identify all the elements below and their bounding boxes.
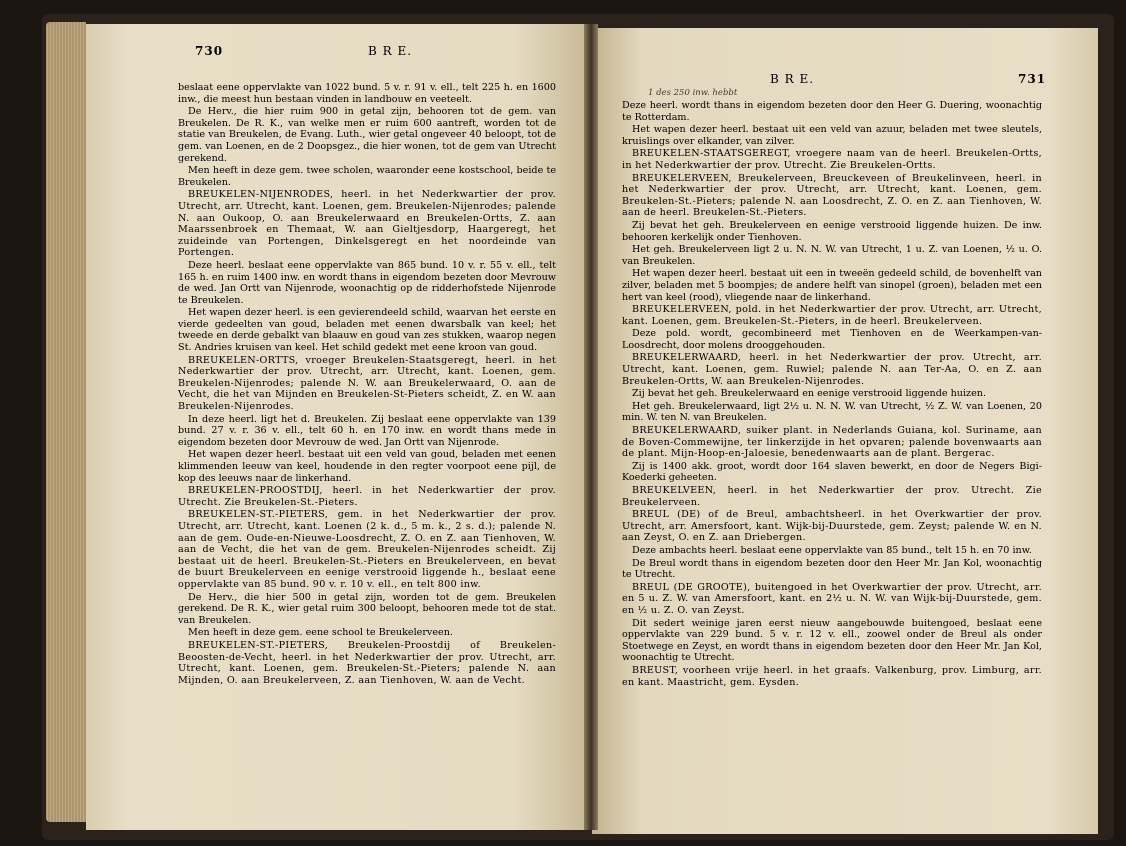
right-entry-breukelerveen: BREUKELERVEEN, Breukelerveen, Breuckeveen of Breukelinveen, heerl. in het Nederkwartier der prov. Utrecht, arr. Utrecht, kant. Loenen, gem. Breukelen-St.-Pieters; palende N. aan Loosdrecht, Z. O. en Z. aan Tienhoven, W. aan de heerl. Breukelen-St.-Pieters. [622,172,1042,219]
right-entry-breul-groote: BREUL (DE GROOTE), buitengoed in het Overkwartier der prov. Utrecht, arr. en 5 u. Z. W. van Amersfoort, kant. en 2½ u. N. W. van Wijk-bij-Duurstede, gem. en ½ u. Z. O. van Zeyst. [622,581,1042,616]
right-page-number: 731 [1018,72,1047,86]
right-paragraph: Het geh. Breukelerveen ligt 2 u. N. N. W. van Utrecht, 1 u. Z. van Loenen, ½ u. O. van Breukelen. [622,244,1042,267]
left-paragraph: De Herv., die hier ruim 900 in getal zijn, behooren tot de gem. van Breukelen. De R. K., van welke men er ruim 600 aantreft, worden tot de statie van Breukelen, de Evang. Luth., wier getal ongeveer 40 beloopt, tot de gem. van Loenen, en de 2 Doopsgez., die hier wonen, tot de gem van Utrecht gerekend. [178,106,556,164]
book-gutter [584,24,598,830]
right-entry-breukelerwaard-plant: BREUKELERWAARD, suiker plant. in Nederlands Guiana, kol. Suriname, aan de Boven-Commewijne, ter linkerzijde in het opvaren; palende bovenwaarts aan de plant. Mijn-Hoop-en-Jaloesie, benedenwaarts aan de plant. Bergerac. [622,425,1042,460]
left-entry-breukelen-st-pieters: BREUKELEN-ST.-PIETERS, gem. in het Nederkwartier der prov. Utrecht, arr. Utrecht, kant. Loenen (2 k. d., 5 m. k., 2 s. d.); palende N. aan de gem. Oude-en-Nieuwe-Loosdrecht, Z. O. en Z. aan Tienhoven, W. aan de Vecht, die het van de gem. Breukelen-Nijenrodes scheidt. Zij bestaat uit de heerl. Breukelen-St.-Pieters en Breukelerveen, en bevat de buurt Breukelerveen en eenige verstrooid liggende h., beslaat eene oppervlakte van 85 bund. 90 v. r. 10 v. ell., en telt 800 inw. [178,509,556,590]
right-entry-breukelen-staatsgeregt: BREUKELEN-STAATSGEREGT, vroegere naam van de heerl. Breukelen-Ortts, in het Nederkwartier der prov. Utrecht. Zie Breukelen-Ortts. [622,148,1042,171]
left-paragraph: Men heeft in deze gem. eene school te Breukelerveen. [188,627,453,639]
right-paragraph: Dit sedert weinige jaren eerst nieuw aangebouwde buitengoed, beslaat eene oppervlakte van 229 bund. 5 v. r. 12 v. ell., zoowel onder de Breul als onder Stoetwege en Zeyst, en wordt thans in eigendom bezeten door den Heer Mr. Jan Kol, woonachtig te Utrecht. [622,617,1042,664]
left-entry-breukelen-ortts: BREUKELEN-ORTTS, vroeger Breukelen-Staatsgeregt, heerl. in het Nederkwartier der prov. Utrecht, arr. Utrecht, kant. Loenen, gem. Breukelen-Nijenrodes; palende N. W. aan Breukelerwaard, O. aan de Vecht, die het van Mijnden en Breukelen-St-Pieters scheidt, Z. en W. aan Breukelen-Nijenrodes. [178,354,556,413]
right-paragraph: Deze heerl. wordt thans in eigendom bezeten door den Heer G. Duering, woonachtig te Rotterdam. [622,100,1042,123]
left-paragraph: De Herv., die hier 500 in getal zijn, worden tot de gem. Breukelen gerekend. De R. K., wier getal ruim 300 beloopt, behooren mede tot de stat. van Breukelen. [178,591,556,626]
right-entry-breust: BREUST, voorheen vrije heerl. in het graafs. Valkenburg, prov. Limburg, arr. en kant. Maastricht, gem. Eysden. [622,664,1042,688]
right-paragraph: Het geh. Breukelerwaard, ligt 2½ u. N. N. W. van Utrecht, ½ Z. W. van Loenen, 20 min. W. ten N. van Breukelen. [622,400,1042,424]
handwritten-annotation: 1 des 250 inw. hebbt [648,88,738,98]
right-paragraph: Zij bevat het geh. Breukelerveen en eenige verstrooid liggende huizen. De inw. behooren kerkelijk onder Tienhoven. [622,219,1042,243]
left-page-number: 730 [195,44,224,58]
left-paragraph: Het wapen dezer heerl. is een gevierendeeld schild, waarvan het eerste en vierde gedeelten van goud, beladen met eenen dwarsbalk van keel; het tweede en derde gebalkt van blaauw en goud van zes stukken, waarop negen St. Andries kruisen van keel. Het schild gedekt met eene kroon van goud. [178,307,556,354]
right-paragraph: Zij bevat het geh. Breukelerwaard en eenige verstrooid liggende huizen. [632,388,986,400]
left-running-head: B R E. [368,44,413,58]
right-entry-breul: BREUL (DE) of de Breul, ambachtsheerl. in het Overkwartier der prov. Utrecht, arr. Amersfoort, kant. Wijk-bij-Duurstede, gem. Zeyst; palende W. en N. aan Zeyst, O. en Z. aan Driebergen. [622,509,1042,544]
right-paragraph: Het wapen dezer heerl. bestaat uit een veld van azuur, beladen met twee sleutels, kruislings over elkander, van zilver. [622,124,1042,147]
left-text-column [178,82,556,687]
left-paragraph: Deze heerl. beslaat eene oppervlakte van 865 bund. 10 v. r. 55 v. ell., telt 165 h. en ruim 1400 inw. en wordt thans in eigendom bezeten door Mevrouw de wed. Jan Ortt van Nijenrode, woonachtig op de ridderhofstede Nijenrode te Breukelen. [178,259,556,306]
left-paragraph: beslaat eene oppervlakte van 1022 bund. 5 v. r. 91 v. ell., telt 225 h. en 1600 inw., die meest hun bestaan vinden in landbouw en veeteelt. [178,82,556,105]
right-text-column [622,100,1042,689]
left-entry-breukelen-nijenrodes: BREUKELEN-NIJENRODES, heerl. in het Nederkwartier der prov. Utrecht, arr. Utrecht, kant. Loenen, gem. Breukelen-Nijenrodes; palende N. aan Oukoop, O. aan Breukelerwaard en Breukelen-Ortts, Z. aan Maarssenbroek en Themaat, W. aan Gieltjesdorp, Haargeregt, het zuideinde van Portengen, Dinkelsgeregt en het noordeinde van Portengen. [178,189,556,259]
left-paragraph: Men heeft in deze gem. twee scholen, waaronder eene kostschool, beide te Breukelen. [178,165,556,188]
right-paragraph: Deze ambachts heerl. beslaat eene oppervlakte van 85 bund., telt 15 h. en 70 inw. [632,544,1032,556]
left-entry-breukelen-st-pieters-heerl: BREUKELEN-ST.-PIETERS, Breukelen-Proostdij of Breukelen-Beoosten-de-Vecht, heerl. in het Nederkwartier der prov. Utrecht, arr. Utrecht, kant. Loenen, gem. Breukelen-St.-Pieters; palende N. aan Mijnden, O. aan Breukelerveen, Z. aan Tienhoven, W. aan de Vecht. [178,639,556,686]
right-entry-breukelveen: BREUKELVEEN, heerl. in het Nederkwartier der prov. Utrecht. Zie Breukelerveen. [622,485,1042,508]
right-paragraph: De Breul wordt thans in eigendom bezeten door den Heer Mr. Jan Kol, woonachtig te Utrecht. [622,557,1042,581]
left-entry-breukelen-proostdij: BREUKELEN-PROOSTDIJ, heerl. in het Nederkwartier der prov. Utrecht. Zie Breukelen-St.-Pieters. [178,485,556,508]
page-edges [46,22,86,822]
left-paragraph: Het wapen dezer heerl. bestaat uit een veld van goud, beladen met eenen klimmenden leeuw van keel, houdende in den regter voorpoot eene pijl, de kop des leeuws naar de linkerhand. [178,449,556,484]
left-paragraph: In deze heerl. ligt het d. Breukelen. Zij beslaat eene oppervlakte van 139 bund. 27 v. r. 36 v. ell., telt 60 h. en 170 inw. en wordt thans mede in eigendom bezeten door Mevrouw de wed. Jan Ortt van Nijenrode. [178,413,556,448]
right-running-head: B R E. [770,72,815,86]
right-entry-breukelerwaard: BREUKELERWAARD, heerl. in het Nederkwartier der prov. Utrecht, arr. Utrecht, kant. Loenen, gem. Ruwiel; palende N. aan Ter-Aa, O. en Z. aan Breukelen-Ortts, W. aan Breukelen-Nijenrodes. [622,352,1042,387]
right-paragraph: Het wapen dezer heerl. bestaat uit een in tweeën gedeeld schild, de bovenhelft van zilver, beladen met 5 boompjes; de andere helft van sinopel (groen), beladen met een hert van keel (rood), vliegende naar de linkerhand. [622,268,1042,303]
right-entry-breukelerveen-pold: BREUKELERVEEN, pold. in het Nederkwartier der prov. Utrecht, arr. Utrecht, kant. Loenen, gem. Breukelen-St.-Pieters, in de heerl. Breukelerveen. [622,304,1042,327]
right-paragraph: Deze pold. wordt, gecombineerd met Tienhoven en de Weerkampen-van-Loosdrecht, door molens drooggehouden. [622,328,1042,351]
right-paragraph: Zij is 1400 akk. groot, wordt door 164 slaven bewerkt, en door de Negers Bigi-Koederki geheeten. [622,460,1042,484]
